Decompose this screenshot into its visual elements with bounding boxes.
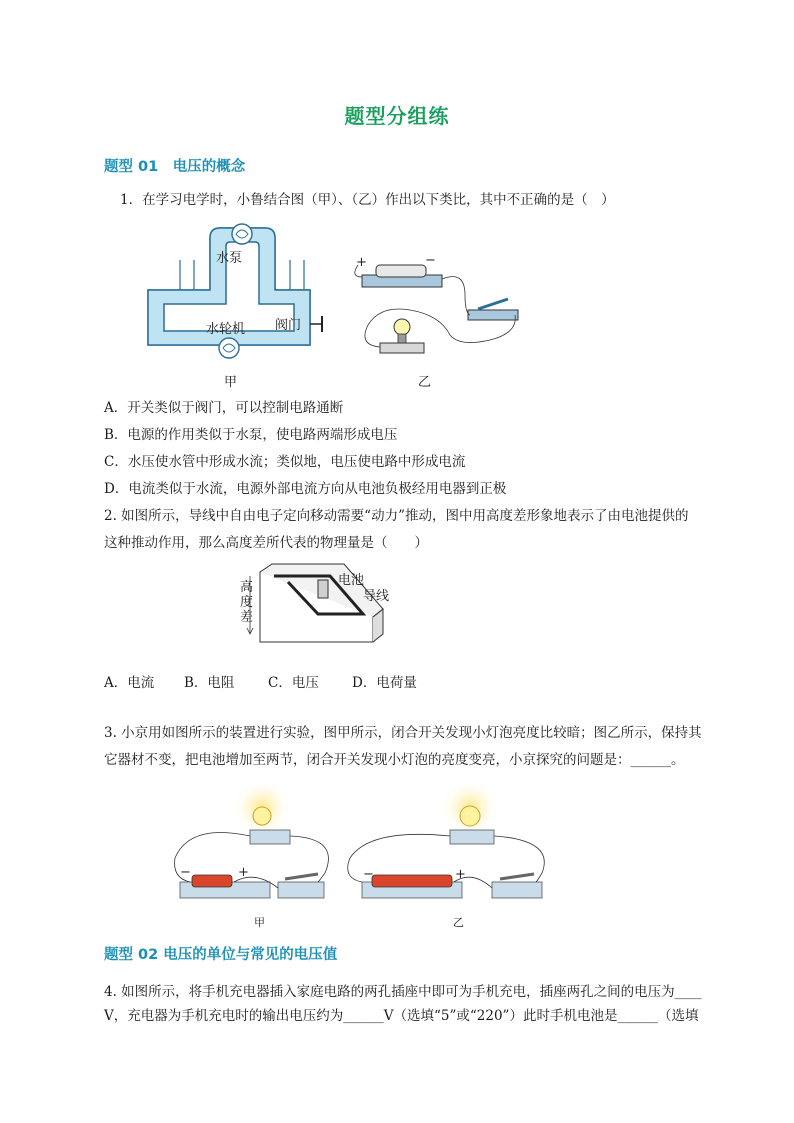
question-4-line2: V，充电器为手机充电时的输出电压约为______V（选填“5”或“220”）此时手机电池是______（选填	[104, 1008, 699, 1024]
question-2-line2: 这种推动作用，那么高度差所代表的物理量是（ ）	[104, 535, 428, 551]
pump-icon	[232, 224, 252, 244]
lamp-icon	[253, 807, 271, 825]
figure-electric-circuit	[350, 255, 530, 365]
lamp-icon	[460, 806, 480, 826]
question-1-stem: 1．在学习电学时，小鲁结合图（甲）、（乙）作出以下类比，其中不正确的是（ ）	[120, 192, 615, 208]
label-yi-1: 乙	[418, 375, 432, 390]
label-pump: 水泵	[216, 251, 243, 266]
label-jia-3: 甲	[254, 916, 265, 929]
label-valve: 阀门	[275, 318, 302, 333]
label-minus-3b: −	[363, 867, 374, 882]
question-3-line1: 3. 小京用如图所示的装置进行实验，图甲所示，闭合开关发现小灯泡亮度比较暗；图乙所示，保持其	[104, 725, 702, 741]
section-heading-1: 题型 01 电压的概念	[104, 159, 246, 175]
question-4-line1: 4. 如图所示，将手机充电器插入家庭电路的两孔插座中即可为手机充电，插座两孔之间的电压为____	[104, 984, 702, 1000]
q2-option-a: A．电流	[104, 675, 155, 691]
label-wire: 导线	[363, 589, 390, 604]
label-height-difference: 高度差	[240, 580, 254, 625]
label-turbine: 水轮机	[206, 322, 246, 337]
label-plus-1: +	[356, 255, 367, 270]
switch-icon	[478, 299, 508, 309]
label-plus-3b: +	[455, 867, 466, 882]
q1-option-d: D．电流类似于水流，电源外部电流方向从电池负极经用电器到正极	[104, 481, 507, 497]
q1-option-c: C．水压使水管中形成水流；类似地，电压使电路中形成电流	[104, 454, 466, 470]
turbine-icon	[219, 338, 239, 358]
battery-icon	[192, 875, 232, 887]
switch-icon	[500, 874, 534, 879]
switch-icon	[285, 874, 318, 879]
figure-height-difference	[238, 562, 388, 667]
q2-option-b: B．电阻	[184, 675, 235, 691]
figure-two-circuits	[170, 778, 560, 908]
label-jia-1: 甲	[224, 375, 238, 390]
q2-option-d: D．电荷量	[352, 675, 417, 691]
section-heading-2: 题型 02 电压的单位与常见的电压值	[104, 947, 338, 963]
label-plus-3a: +	[238, 865, 249, 880]
question-3-line2: 它器材不变，把电池增加至两节，闭合开关发现小灯泡的亮度变亮，小京探究的问题是：______。	[104, 752, 685, 768]
q1-option-b: B．电源的作用类似于水泵，使电路两端形成电压	[104, 427, 398, 443]
battery-icon	[376, 265, 426, 277]
question-2-line1: 2. 如图所示，导线中自由电子定向移动需要“动力”推动，图中用高度差形象地表示了由电池提供的	[104, 508, 689, 524]
label-yi-3: 乙	[453, 916, 464, 929]
q2-option-c: C．电压	[268, 675, 319, 691]
q1-option-a: A．开关类似于阀门，可以控制电路通断	[104, 400, 344, 416]
battery-icon	[318, 580, 328, 598]
battery-icon	[372, 875, 452, 887]
lamp-icon	[394, 319, 410, 335]
page-title: 题型分组练	[344, 104, 450, 128]
label-minus-1: −	[425, 253, 436, 268]
label-minus-3a: −	[180, 865, 191, 880]
label-battery: 电池	[338, 573, 365, 588]
